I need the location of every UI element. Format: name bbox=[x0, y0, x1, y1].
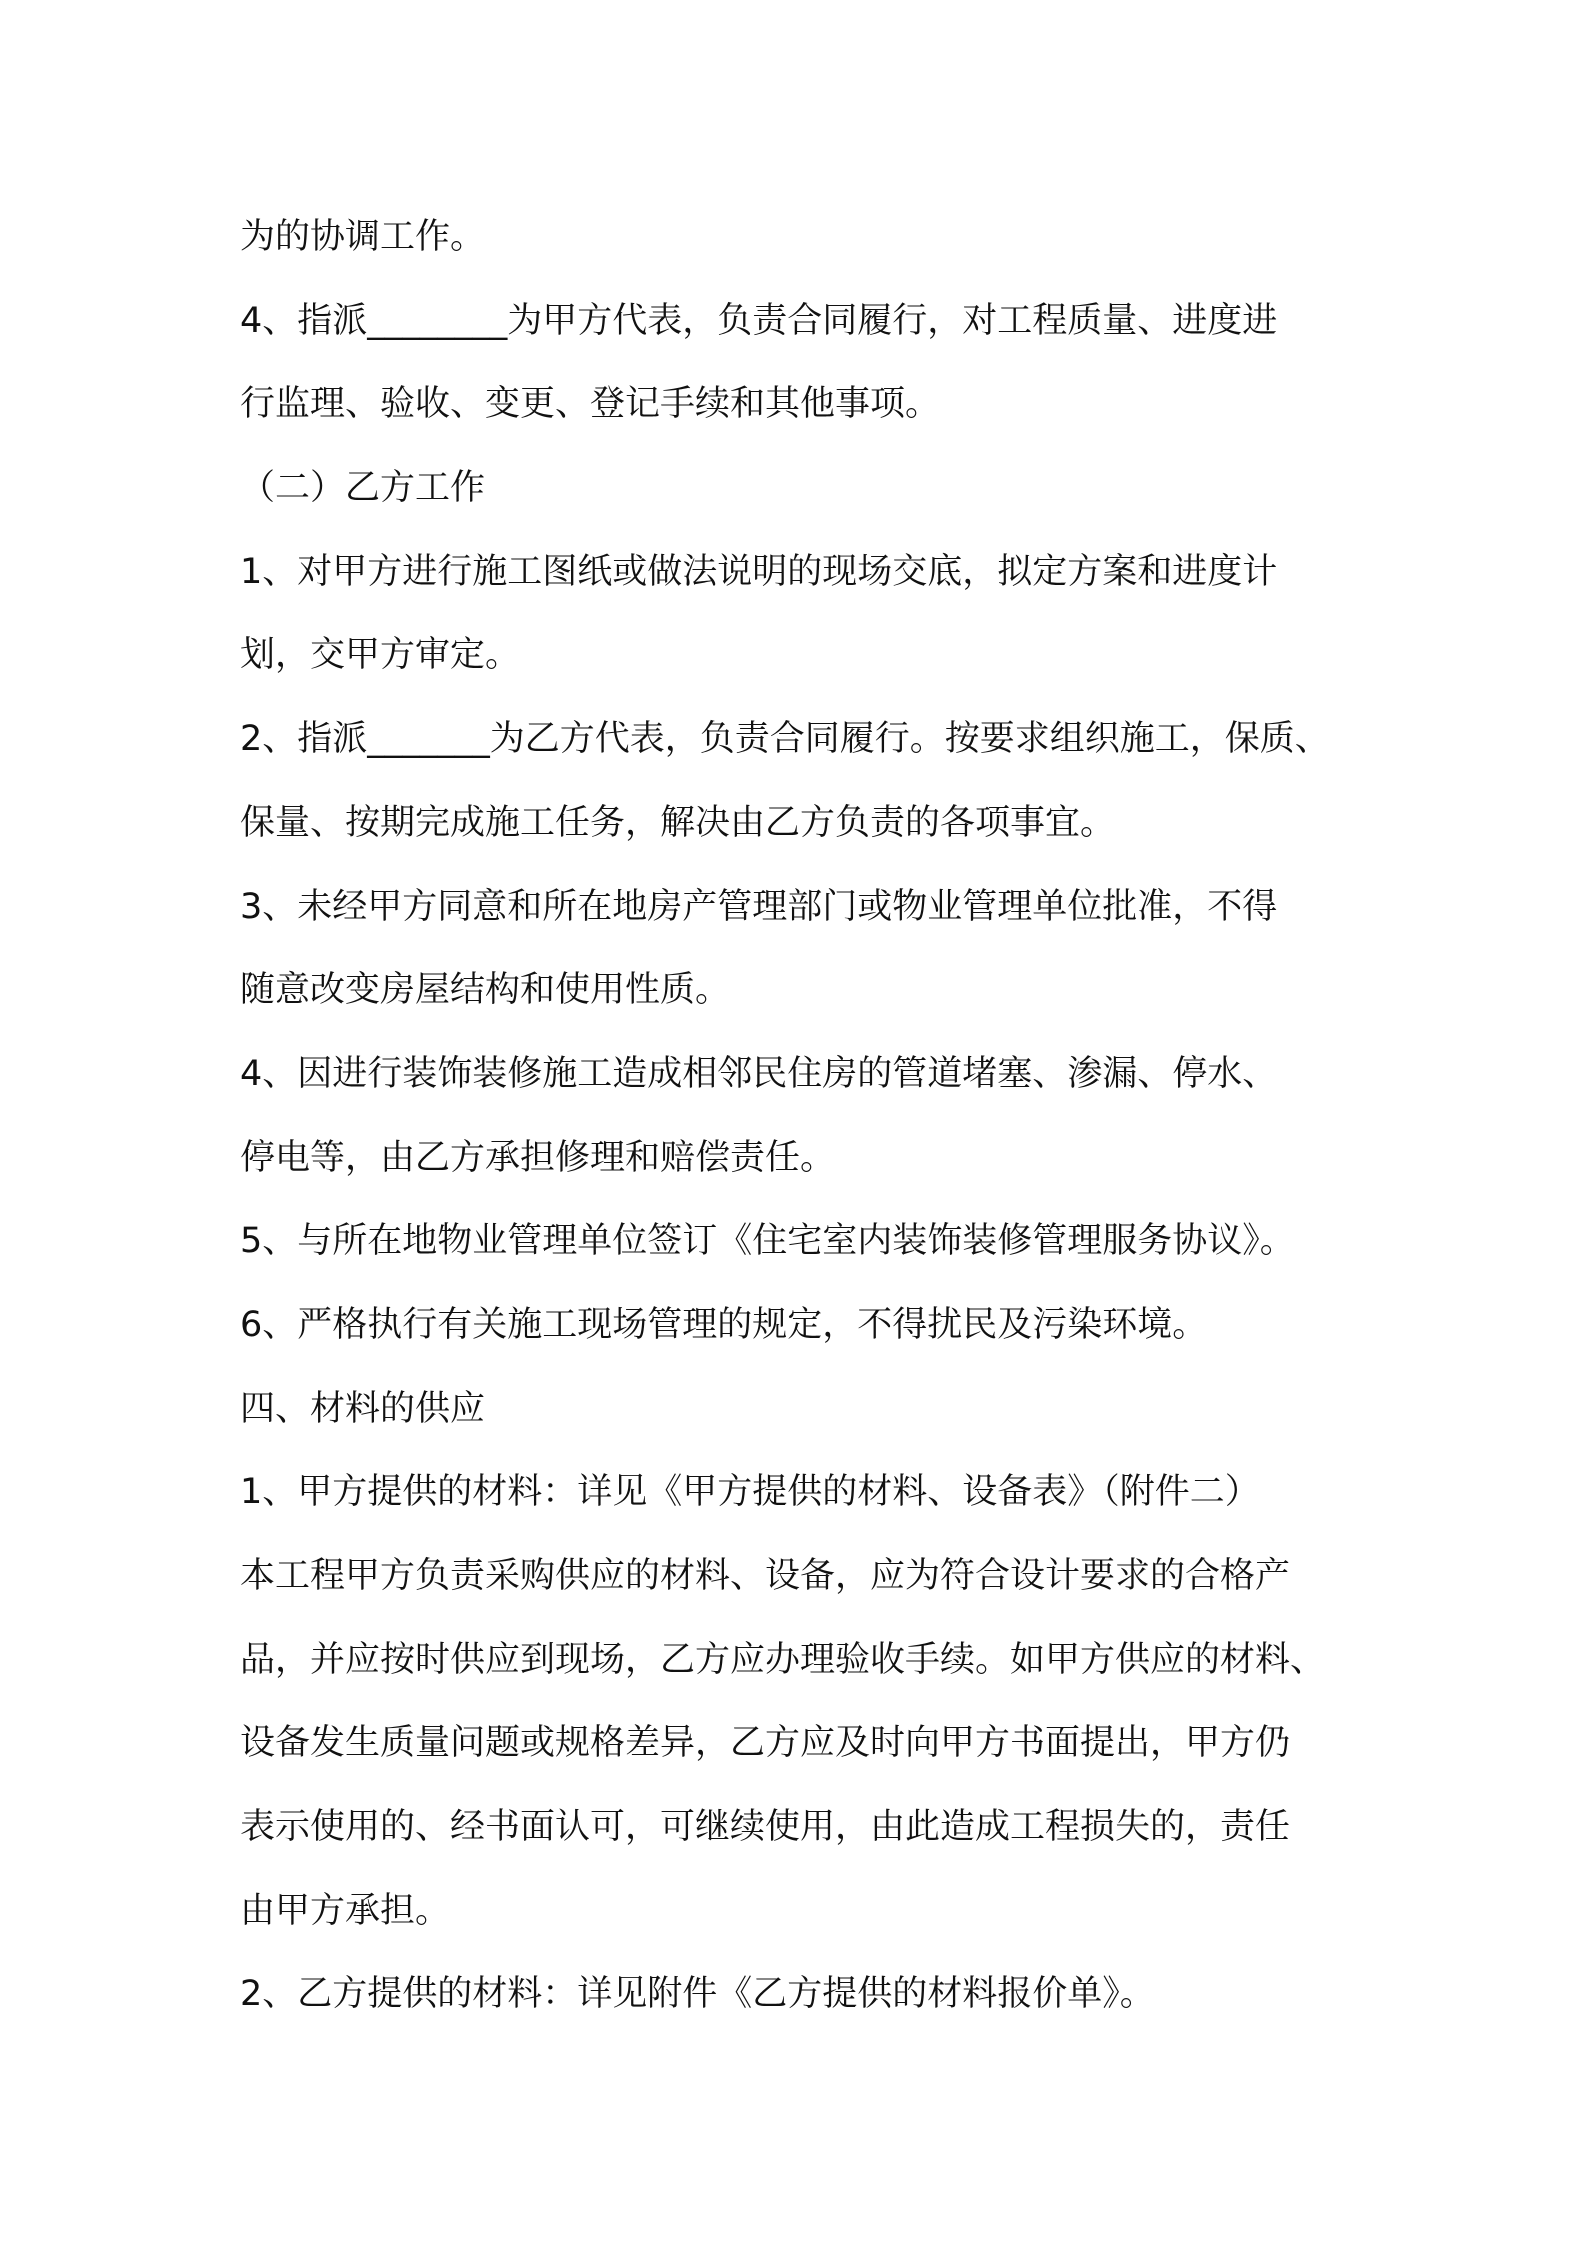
text-line: 保量、按期完成施工任务，解决由乙方负责的各项事宜。 bbox=[240, 802, 1116, 843]
text-line: 停电等，由乙方承担修理和赔偿责任。 bbox=[240, 1137, 836, 1178]
section-heading: 四、材料的供应 bbox=[240, 1388, 486, 1429]
text-line: 行监理、验收、变更、登记手续和其他事项。 bbox=[240, 384, 941, 425]
text-line: 5、与所在地物业管理单位签订《住宅室内装饰装修管理服务协议》。 bbox=[240, 1221, 1295, 1262]
text-line: 1、甲方提供的材料：详见《甲方提供的材料、设备表》（附件二） bbox=[240, 1472, 1260, 1513]
text-line: 4、指派________为甲方代表，负责合同履行，对工程质量、进度进 bbox=[240, 300, 1278, 341]
text-line: 2、指派_______为乙方代表，负责合同履行。按要求组织施工，保质、 bbox=[240, 719, 1330, 760]
document-body bbox=[240, 196, 1360, 2037]
text-line: 品，并应按时供应到现场，乙方应办理验收手续。如甲方供应的材料、 bbox=[240, 1639, 1326, 1680]
text-line: 表示使用的、经书面认可，可继续使用，由此造成工程损失的，责任 bbox=[240, 1807, 1291, 1848]
text-line: 设备发生质量问题或规格差异，乙方应及时向甲方书面提出，甲方仍 bbox=[240, 1723, 1291, 1764]
text-line: 1、对甲方进行施工图纸或做法说明的现场交底，拟定方案和进度计 bbox=[240, 551, 1278, 592]
text-line: 为的协调工作。 bbox=[240, 217, 486, 257]
text-line: 由甲方承担。 bbox=[240, 1890, 451, 1931]
text-line: 划，交甲方审定。 bbox=[240, 635, 521, 676]
text-line: 随意改变房屋结构和使用性质。 bbox=[240, 970, 731, 1011]
text-line: 6、严格执行有关施工现场管理的规定，不得扰民及污染环境。 bbox=[240, 1304, 1208, 1345]
text-line: 本工程甲方负责采购供应的材料、设备，应为符合设计要求的合格产 bbox=[240, 1556, 1291, 1596]
section-heading: （二）乙方工作 bbox=[240, 468, 486, 509]
text-line: 4、因进行装饰装修施工造成相邻民住房的管道堵塞、渗漏、停水、 bbox=[240, 1053, 1278, 1094]
text-line: 3、未经甲方同意和所在地房产管理部门或物业管理单位批准，不得 bbox=[240, 886, 1278, 927]
text-line: 2、乙方提供的材料：详见附件《乙方提供的材料报价单》。 bbox=[240, 1974, 1155, 2015]
